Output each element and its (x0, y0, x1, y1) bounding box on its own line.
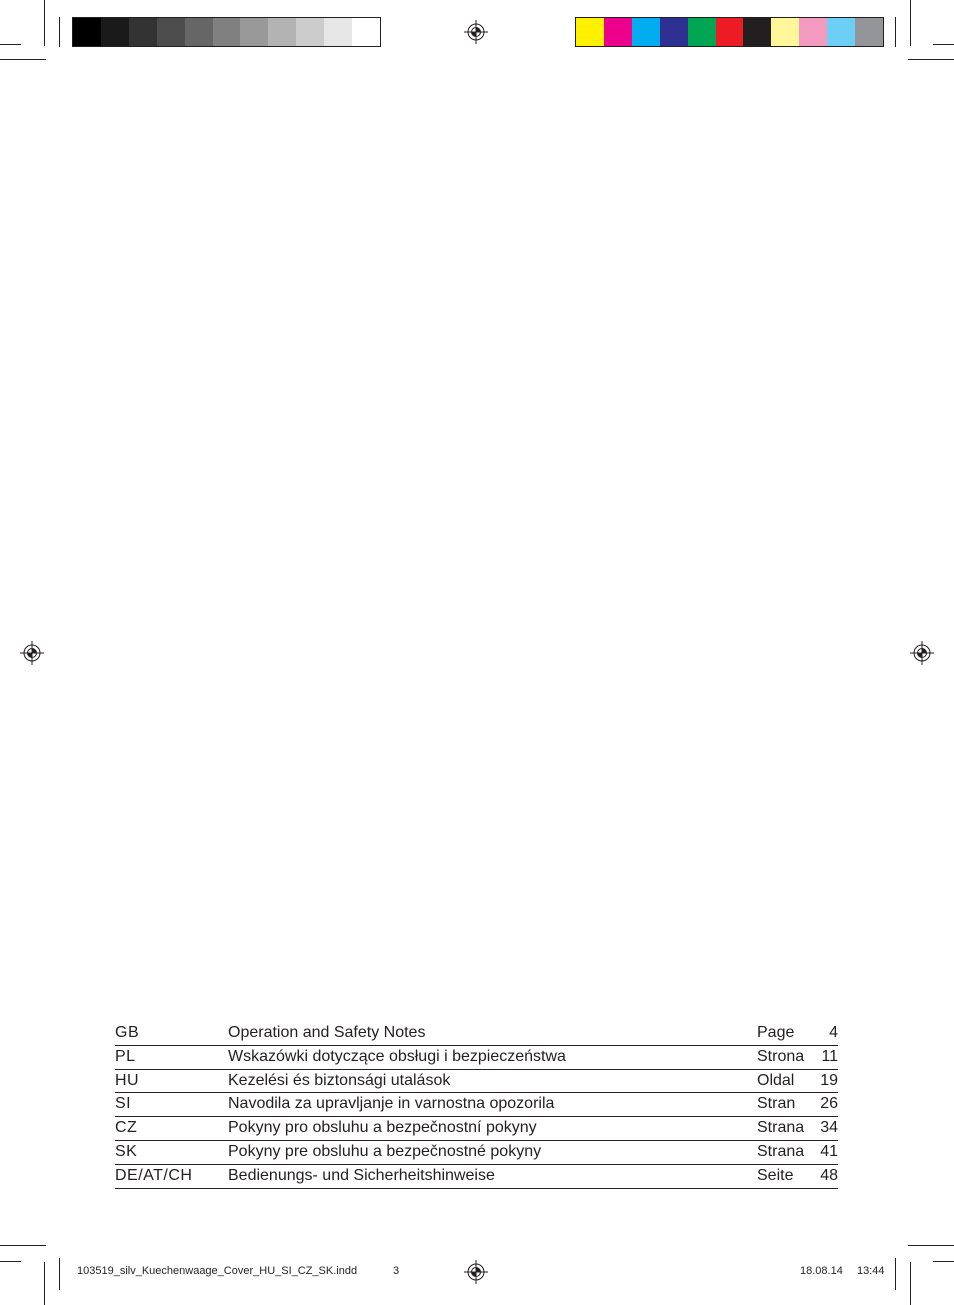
color-swatch (855, 18, 883, 46)
language-code: PL (115, 1047, 136, 1065)
crop-mark (895, 17, 896, 47)
crop-mark (44, 1262, 45, 1305)
page-label: Strona (757, 1047, 805, 1065)
page-number: 26 (820, 1095, 838, 1113)
language-code: GB (115, 1024, 140, 1041)
page-label: Strana (757, 1142, 805, 1160)
slug-page-number: 3 (393, 1265, 400, 1277)
page-label: Seite (757, 1166, 794, 1184)
page-number: 41 (820, 1142, 838, 1160)
slug-time: 13:44 (857, 1265, 885, 1277)
table-row (115, 1046, 838, 1070)
language-code: DE/AT/CH (115, 1166, 193, 1184)
section-title: Kezelési és biztonsági utalások (228, 1071, 451, 1089)
table-row (115, 1093, 838, 1117)
crop-mark (908, 1245, 954, 1246)
crop-mark (910, 0, 911, 46)
table-row (115, 1022, 838, 1046)
section-title: Pokyny pro obsluhu a bezpečnostní pokyny (228, 1119, 537, 1137)
color-swatch (352, 18, 380, 46)
color-swatch (688, 18, 716, 46)
page-number: 4 (829, 1024, 838, 1041)
table-row (115, 1070, 838, 1094)
section-title: Bedienungs- und Sicherheitshinweise (228, 1166, 495, 1184)
language-code: SI (115, 1095, 132, 1113)
color-swatch (632, 18, 660, 46)
page-label: Strana (757, 1119, 805, 1137)
crop-mark (910, 1262, 911, 1305)
color-swatch (771, 18, 799, 46)
color-swatch (157, 18, 185, 46)
language-code: SK (115, 1142, 138, 1160)
color-swatch (129, 18, 157, 46)
crop-mark (933, 44, 954, 45)
crop-mark (0, 44, 21, 45)
page-number: 11 (821, 1047, 838, 1065)
page-label: Oldal (757, 1071, 795, 1089)
table-row (115, 1141, 838, 1165)
crop-mark (895, 1258, 896, 1290)
language-code: CZ (115, 1119, 138, 1137)
crop-mark (0, 59, 46, 60)
color-swatch (660, 18, 688, 46)
crop-mark (59, 1258, 60, 1290)
color-swatch (185, 18, 213, 46)
color-swatch (827, 18, 855, 46)
color-swatch (101, 18, 129, 46)
section-title: Wskazówki dotyczące obsługi i bezpieczeństwa (228, 1047, 566, 1065)
color-swatch (324, 18, 352, 46)
crop-mark (933, 1261, 954, 1262)
color-swatch (604, 18, 632, 46)
registration-mark-icon (464, 1260, 488, 1284)
page-number: 48 (820, 1166, 838, 1184)
color-swatch (799, 18, 827, 46)
color-swatch (213, 18, 241, 46)
color-swatch (73, 18, 101, 46)
page-number: 19 (820, 1071, 838, 1089)
section-title: Operation and Safety Notes (228, 1024, 426, 1041)
crop-mark (0, 1245, 46, 1246)
crop-mark (0, 1261, 21, 1262)
crop-mark (908, 59, 954, 60)
language-code: HU (115, 1071, 140, 1089)
process-color-bar (575, 17, 884, 47)
slug-filename: 103519_silv_Kuechenwaage_Cover_HU_SI_CZ_SK.indd (77, 1265, 358, 1277)
color-swatch (743, 18, 771, 46)
section-title: Pokyny pre obsluhu a bezpečnostné pokyny (228, 1142, 542, 1160)
color-swatch (576, 18, 604, 46)
table-row (115, 1117, 838, 1141)
color-swatch (296, 18, 324, 46)
slug-date: 18.08.14 (800, 1265, 843, 1277)
page-label: Page (757, 1024, 795, 1041)
registration-mark-icon (20, 641, 44, 665)
registration-mark-icon (910, 641, 934, 665)
table-row (115, 1165, 838, 1189)
color-swatch (716, 18, 744, 46)
language-index-table (115, 1022, 838, 1189)
grayscale-color-bar (72, 17, 381, 47)
registration-mark-icon (464, 20, 488, 44)
page-label: Stran (757, 1095, 796, 1113)
color-swatch (268, 18, 296, 46)
crop-mark (59, 17, 60, 47)
section-title: Navodila za upravljanje in varnostna opozorila (228, 1095, 555, 1113)
color-swatch (240, 18, 268, 46)
crop-mark (44, 0, 45, 46)
page-number: 34 (820, 1119, 838, 1137)
